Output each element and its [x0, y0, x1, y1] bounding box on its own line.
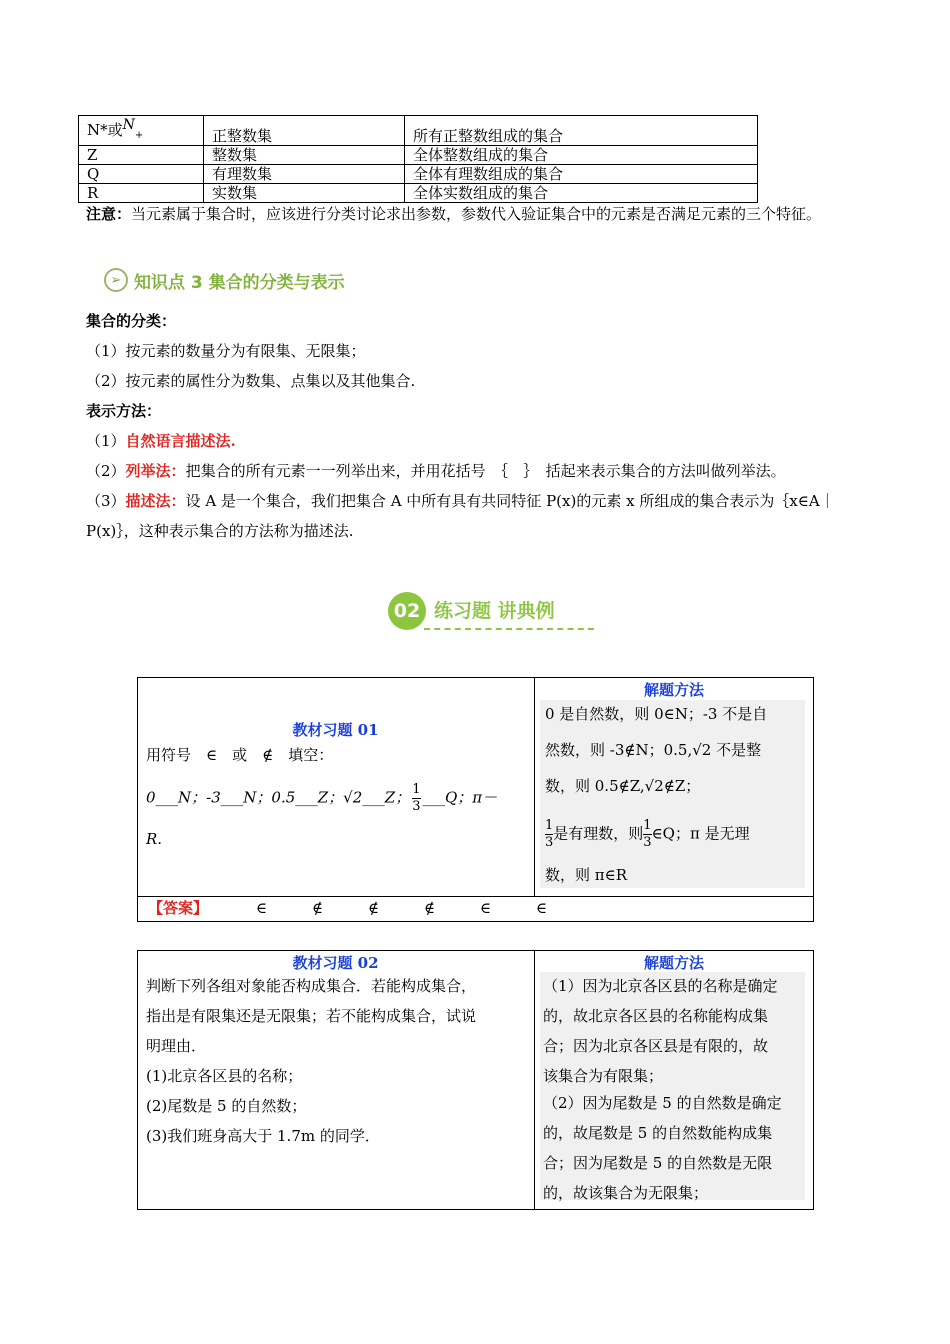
set-name-cell: 有理数集 — [204, 165, 405, 184]
exercise-2-method-title: 解题方法 — [643, 954, 704, 972]
answer-value: ∉ — [368, 899, 380, 917]
answer-label: 【答案】 — [148, 899, 209, 917]
exercise-2-solution-line: 的，故北京各区县的名称能构成集 — [543, 1007, 769, 1025]
set-name-cell: 实数集 — [204, 184, 405, 203]
knowledge-point-heading — [104, 266, 345, 294]
exercise-2-solution-line: 的，故尾数是 5 的自然数能构成集 — [543, 1124, 773, 1142]
answer-value: ∉ — [424, 899, 436, 917]
classification-heading: 集合的分类： — [86, 312, 177, 330]
set-symbol-cell: Q — [79, 165, 204, 184]
exercise-2-text-line: 指出是有限集还是无限集；若不能构成集合，试说 — [146, 1007, 477, 1025]
solution-line: 数，则 0.5∉Z,√2∉Z； — [545, 777, 701, 795]
exercise-1-title: 教材习题 01 — [292, 721, 379, 739]
method-2: （2）列举法：把集合的所有元素一一列举出来，并用花括号 ｛ ｝ 括起来表示集合的方法叫做列举法。 — [86, 462, 786, 480]
table-row — [79, 116, 758, 146]
divider — [137, 896, 814, 897]
table-row — [79, 165, 758, 184]
exercise-1-line1: 0___N；-3___N；0.5___Z；√2___Z； $\frac{1}{3}$ ___Q；π－ — [146, 782, 498, 814]
section-underline — [424, 628, 594, 630]
note-label: 注意： — [86, 205, 132, 223]
methods-heading: 表示方法： — [86, 402, 162, 420]
method-1: （1）自然语言描述法. — [86, 432, 236, 450]
answer-value: ∈ — [536, 899, 548, 917]
exercise-2-text-line: (3)我们班身高大于 1.7m 的同学． — [146, 1127, 380, 1145]
exercise-2-solution-line: 合；因为尾数是 5 的自然数是无限 — [543, 1154, 773, 1172]
solution-line: 0 是自然数，则 0∈N；-3 不是自 — [545, 705, 768, 723]
exercise-2-text-line: 明理由． — [146, 1037, 207, 1055]
answer-value: ∉ — [312, 899, 324, 917]
section-heading — [388, 590, 598, 634]
table-row — [79, 146, 758, 165]
note-paragraph — [86, 199, 866, 229]
exercise-2-title: 教材习题 02 — [292, 954, 379, 972]
divider — [534, 950, 535, 1210]
exercise-1-answer-row — [148, 893, 208, 923]
answer-value: ∈ — [256, 899, 268, 917]
solution-line: 然数，则 -3∉N；0.5,√2 不是整 — [545, 741, 762, 759]
set-name-cell: 整数集 — [204, 146, 405, 165]
method-3: （3）描述法：设 A 是一个集合，我们把集合 A 中所有具有共同特征 P(x)的元素 x 所组成的集合表示为｛x∈A｜P(x)｝，这种表示集合的方法称为描述法. — [86, 492, 835, 540]
classification-item: （2）按元素的属性分为数集、点集以及其他集合. — [86, 372, 416, 390]
exercise-2-solution-line: 的，故该集合为无限集； — [543, 1184, 709, 1202]
exercise-2-solution-line: 合；因为北京各区县是有限的，故 — [543, 1037, 769, 1055]
set-desc-cell: 全体实数组成的集合 — [405, 184, 758, 203]
set-desc-cell: 全体有理数组成的集合 — [405, 165, 758, 184]
arrow-circle-icon: ➢ — [104, 268, 128, 292]
knowledge-point-title: 知识点 3 集合的分类与表示 — [134, 272, 345, 293]
exercise-1-line2: R. — [146, 830, 163, 848]
set-symbol-cell: N*或$N_+$ — [79, 116, 204, 146]
exercise-1-prompt: 用符号 ∈ 或 ∉ 填空： — [146, 746, 334, 764]
answer-value: ∈ — [480, 899, 492, 917]
exercise-2-solution-line: （1）因为北京各区县的名称是确定 — [543, 977, 778, 995]
set-name-cell: 正整数集 — [204, 116, 405, 146]
section-title: 练习题 讲典例 — [434, 600, 555, 622]
section-number-badge: 02 — [388, 592, 426, 630]
classification-item: （1）按元素的数量分为有限集、无限集； — [86, 342, 366, 360]
exercise-2-solution-line: 该集合为有限集； — [543, 1067, 664, 1085]
solution-line: $\frac{1}{3}$ 是有理数，则 $\frac{1}{3}$ ∈Q；π 是无理 — [545, 818, 750, 850]
exercise-2-text-line: 判断下列各组对象能否构成集合．若能构成集合， — [146, 977, 477, 995]
solution-line: 数，则 π∈R — [545, 866, 628, 884]
set-desc-cell: 所有正整数组成的集合 — [405, 116, 758, 146]
set-symbol-cell: Z — [79, 146, 204, 165]
note-text: 当元素属于集合时，应该进行分类讨论求出参数，参数代入验证集合中的元素是否满足元素的三个特征。 — [131, 205, 822, 223]
exercise-2-text-line: (2)尾数是 5 的自然数； — [146, 1097, 307, 1115]
divider — [534, 677, 535, 896]
exercise-1-method-title: 解题方法 — [643, 681, 704, 699]
number-set-table — [78, 115, 758, 203]
exercise-2-text-line: (1)北京各区县的名称； — [146, 1067, 303, 1085]
set-desc-cell: 全体整数组成的集合 — [405, 146, 758, 165]
exercise-2-solution-line: （2）因为尾数是 5 的自然数是确定 — [543, 1094, 782, 1112]
set-symbol-cell: R — [79, 184, 204, 203]
classification-block — [86, 306, 866, 546]
